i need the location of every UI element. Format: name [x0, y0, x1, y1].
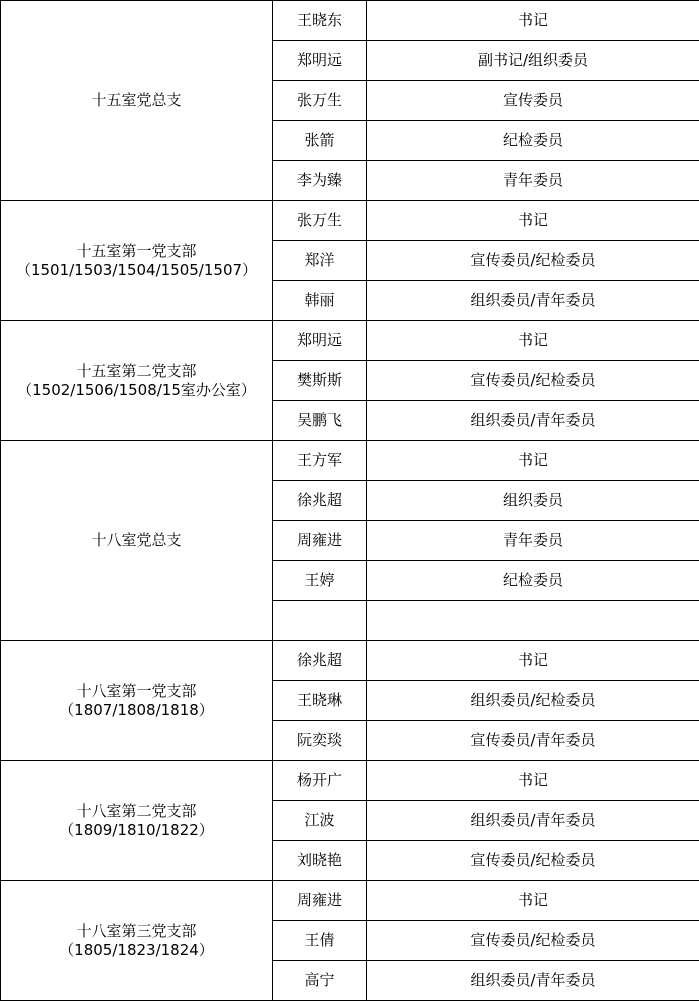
member-name: 高宁 — [273, 961, 367, 1001]
member-name: 王婷 — [273, 561, 367, 601]
member-name: 徐兆超 — [273, 641, 367, 681]
branch-title: 十八室党总支 — [91, 531, 182, 549]
member-name: 郑洋 — [273, 241, 367, 281]
member-role: 青年委员 — [367, 521, 699, 561]
branch-cell — [1, 761, 273, 881]
table-row — [1, 881, 699, 921]
member-role: 书记 — [367, 761, 699, 801]
member-name: 阮奕琰 — [273, 721, 367, 761]
member-role: 书记 — [367, 641, 699, 681]
member-name: 吴鹏飞 — [273, 401, 367, 441]
branch-subtitle: （1805/1823/1824） — [59, 940, 214, 959]
member-name: 王晓东 — [273, 1, 367, 41]
member-name: 张万生 — [273, 81, 367, 121]
member-role: 组织委员/青年委员 — [367, 401, 699, 441]
branch-cell — [1, 201, 273, 321]
member-role: 组织委员/青年委员 — [367, 961, 699, 1001]
member-name: 樊斯斯 — [273, 361, 367, 401]
member-name: 周雍进 — [273, 881, 367, 921]
member-role: 书记 — [367, 201, 699, 241]
branch-subtitle: （1807/1808/1818） — [59, 700, 214, 719]
branch-subtitle: （1501/1503/1504/1505/1507） — [15, 260, 258, 279]
table-row — [1, 761, 699, 801]
table-row — [1, 641, 699, 681]
member-name: 郑明远 — [273, 41, 367, 81]
member-name: 郑明远 — [273, 321, 367, 361]
member-role: 组织委员 — [367, 481, 699, 521]
member-role: 宣传委员/青年委员 — [367, 721, 699, 761]
member-role: 宣传委员/纪检委员 — [367, 841, 699, 881]
member-name: 王方军 — [273, 441, 367, 481]
branch-subtitle: （1502/1506/1508/15室办公室） — [17, 380, 256, 399]
branch-title: 十八室第二党支部 — [76, 801, 197, 820]
member-role: 纪检委员 — [367, 561, 699, 601]
member-role: 书记 — [367, 321, 699, 361]
member-role: 宣传委员/纪检委员 — [367, 921, 699, 961]
member-name: 韩丽 — [273, 281, 367, 321]
member-role — [367, 601, 699, 641]
member-role: 青年委员 — [367, 161, 699, 201]
member-name — [273, 601, 367, 641]
table-body — [1, 1, 699, 1001]
branch-title: 十五室第一党支部 — [76, 241, 197, 260]
member-role: 副书记/组织委员 — [367, 41, 699, 81]
member-role: 组织委员/青年委员 — [367, 281, 699, 321]
member-name: 周雍进 — [273, 521, 367, 561]
branch-title: 十八室第三党支部 — [76, 921, 197, 940]
member-name: 张万生 — [273, 201, 367, 241]
table-row — [1, 441, 699, 481]
branch-title: 十五室第二党支部 — [76, 361, 197, 380]
member-name: 杨开广 — [273, 761, 367, 801]
table-row — [1, 1, 699, 41]
branch-cell — [1, 1, 273, 201]
member-role: 书记 — [367, 441, 699, 481]
table-row — [1, 201, 699, 241]
member-role: 组织委员/青年委员 — [367, 801, 699, 841]
member-role: 书记 — [367, 1, 699, 41]
member-role: 宣传委员/纪检委员 — [367, 241, 699, 281]
branch-cell — [1, 441, 273, 641]
member-role: 纪检委员 — [367, 121, 699, 161]
member-role: 宣传委员/纪检委员 — [367, 361, 699, 401]
branch-title: 十八室第一党支部 — [76, 681, 197, 700]
branch-cell — [1, 321, 273, 441]
branch-title: 十五室党总支 — [91, 91, 182, 109]
member-role: 书记 — [367, 881, 699, 921]
branch-subtitle: （1809/1810/1822） — [59, 820, 214, 839]
member-role: 宣传委员 — [367, 81, 699, 121]
member-name: 刘晓艳 — [273, 841, 367, 881]
member-name: 王晓琳 — [273, 681, 367, 721]
branch-cell — [1, 641, 273, 761]
branch-cell — [1, 881, 273, 1001]
member-role: 组织委员/纪检委员 — [367, 681, 699, 721]
member-name: 张箭 — [273, 121, 367, 161]
member-name: 徐兆超 — [273, 481, 367, 521]
member-name: 江波 — [273, 801, 367, 841]
table-row — [1, 321, 699, 361]
member-name: 李为臻 — [273, 161, 367, 201]
member-name: 王倩 — [273, 921, 367, 961]
